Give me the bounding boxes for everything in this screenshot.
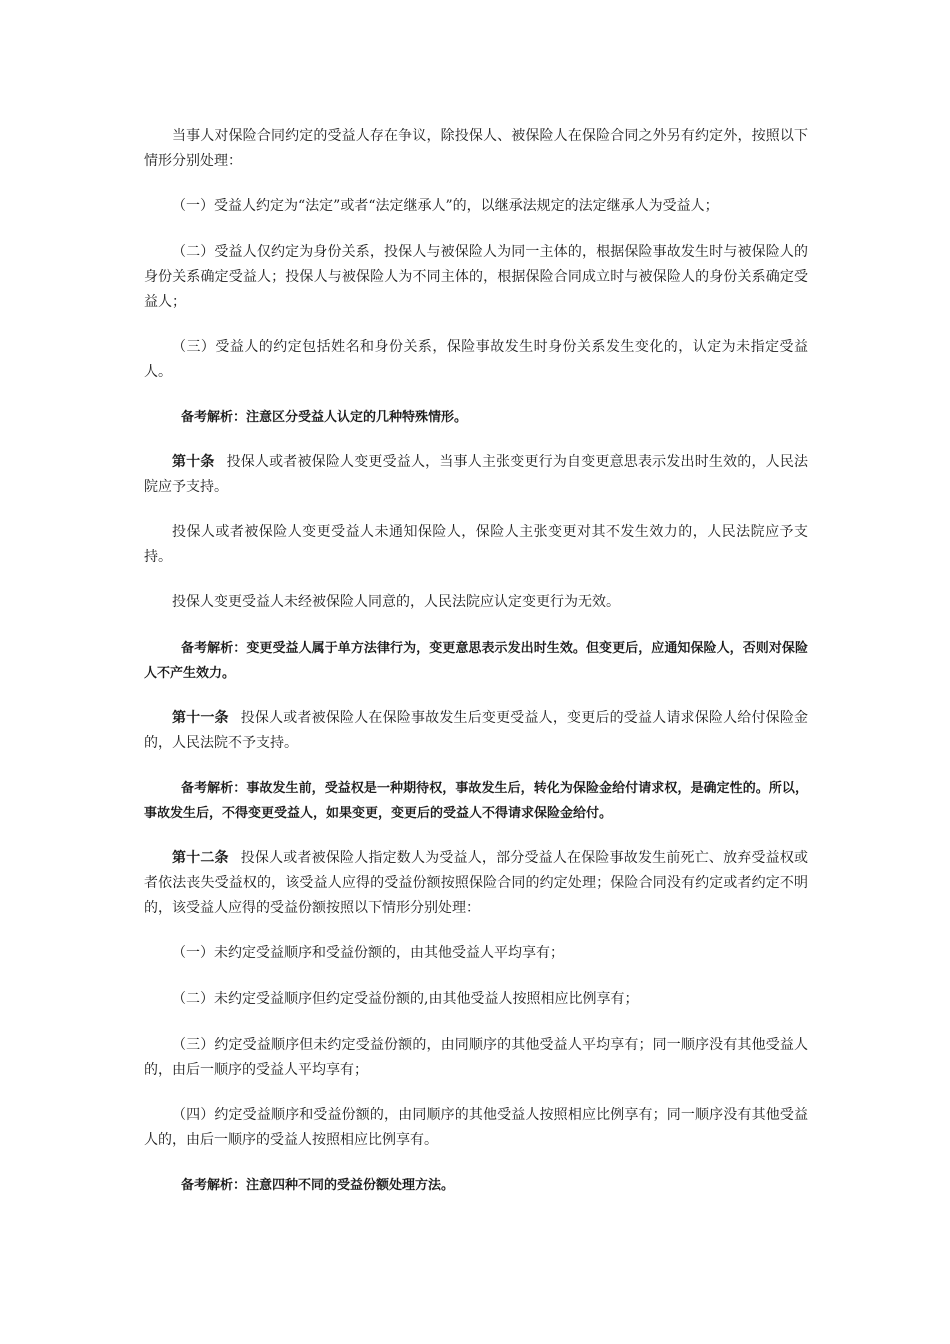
paragraph-article-10-clause-2: 投保人或者被保险人变更受益人未通知保险人，保险人主张变更对其不发生效力的，人民法院应予支持。 — [144, 524, 808, 565]
article-11-heading: 第十一条 — [172, 710, 229, 726]
article-10-text: 投保人或者被保险人变更受益人，当事人主张变更行为自变更意思表示发出时生效的，人民法院应予支持。 — [144, 454, 809, 495]
paragraph-intro: 当事人对保险合同约定的受益人存在争议，除投保人、被保险人在保险合同之外另有约定外，按照以下情形分别处理： — [144, 128, 808, 169]
article-11-text: 投保人或者被保险人在保险事故发生后变更受益人，变更后的受益人请求保险人给付保险金的，人民法院不予支持。 — [144, 710, 809, 751]
article-12-text: 投保人或者被保险人指定数人为受益人，部分受益人在保险事故发生前死亡、放弃受益权或者依法丧失受益权的，该受益人应得的受益份额按照保险合同的约定处理；保险合同没有约定或者约定不明的，该受益人应得的受益份额按照以下情形分别处理： — [144, 850, 809, 916]
exam-note-3: 备考解析：事故发生前，受益权是一种期待权，事故发生后，转化为保险金给付请求权，是确定性的。所以，事故发生后，不得变更受益人，如果变更，变更后的受益人不得请求保险金给付。 — [144, 781, 808, 821]
article-11 — [144, 706, 808, 756]
exam-note-4: 备考解析：注意四种不同的受益份额处理方法。 — [181, 1178, 455, 1193]
article-12 — [144, 846, 808, 921]
exam-note-2: 备考解析：变更受益人属于单方法律行为，变更意思表示发出时生效。但变更后，应通知保险人，否则对保险人不产生效力。 — [144, 641, 808, 681]
paragraph-article-12-item-2: （二）未约定受益顺序但约定受益份额的,由其他受益人按照相应比例享有； — [172, 991, 639, 1007]
paragraph-article-12-item-3: （三）约定受益顺序但未约定受益份额的，由同顺序的其他受益人平均享有；同一顺序没有其他受益人的，由后一顺序的受益人平均享有； — [144, 1037, 808, 1078]
article-10-heading: 第十条 — [172, 454, 215, 470]
paragraph-item-3: （三）受益人的约定包括姓名和身份关系，保险事故发生时身份关系发生变化的，认定为未指定受益人。 — [144, 339, 808, 380]
paragraph-article-10-clause-3: 投保人变更受益人未经被保险人同意的，人民法院应认定变更行为无效。 — [172, 594, 620, 610]
document-body — [144, 124, 808, 1218]
paragraph-article-12-item-4: （四）约定受益顺序和受益份额的，由同顺序的其他受益人按照相应比例享有；同一顺序没有其他受益人的，由后一顺序的受益人按照相应比例享有。 — [144, 1107, 808, 1148]
paragraph-article-12-item-1: （一）未约定受益顺序和受益份额的，由其他受益人平均享有； — [172, 945, 564, 961]
paragraph-item-1: （一）受益人约定为“法定”或者“法定继承人”的，以继承法规定的法定继承人为受益人； — [172, 198, 719, 214]
article-12-heading: 第十二条 — [172, 850, 229, 866]
article-10 — [144, 450, 808, 500]
paragraph-item-2: （二）受益人仅约定为身份关系，投保人与被保险人为同一主体的，根据保险事故发生时与被保险人的身份关系确定受益人；投保人与被保险人为不同主体的，根据保险合同成立时与被保险人的身份关系确定受益人； — [144, 244, 808, 310]
exam-note-1: 备考解析：注意区分受益人认定的几种特殊情形。 — [181, 410, 468, 425]
